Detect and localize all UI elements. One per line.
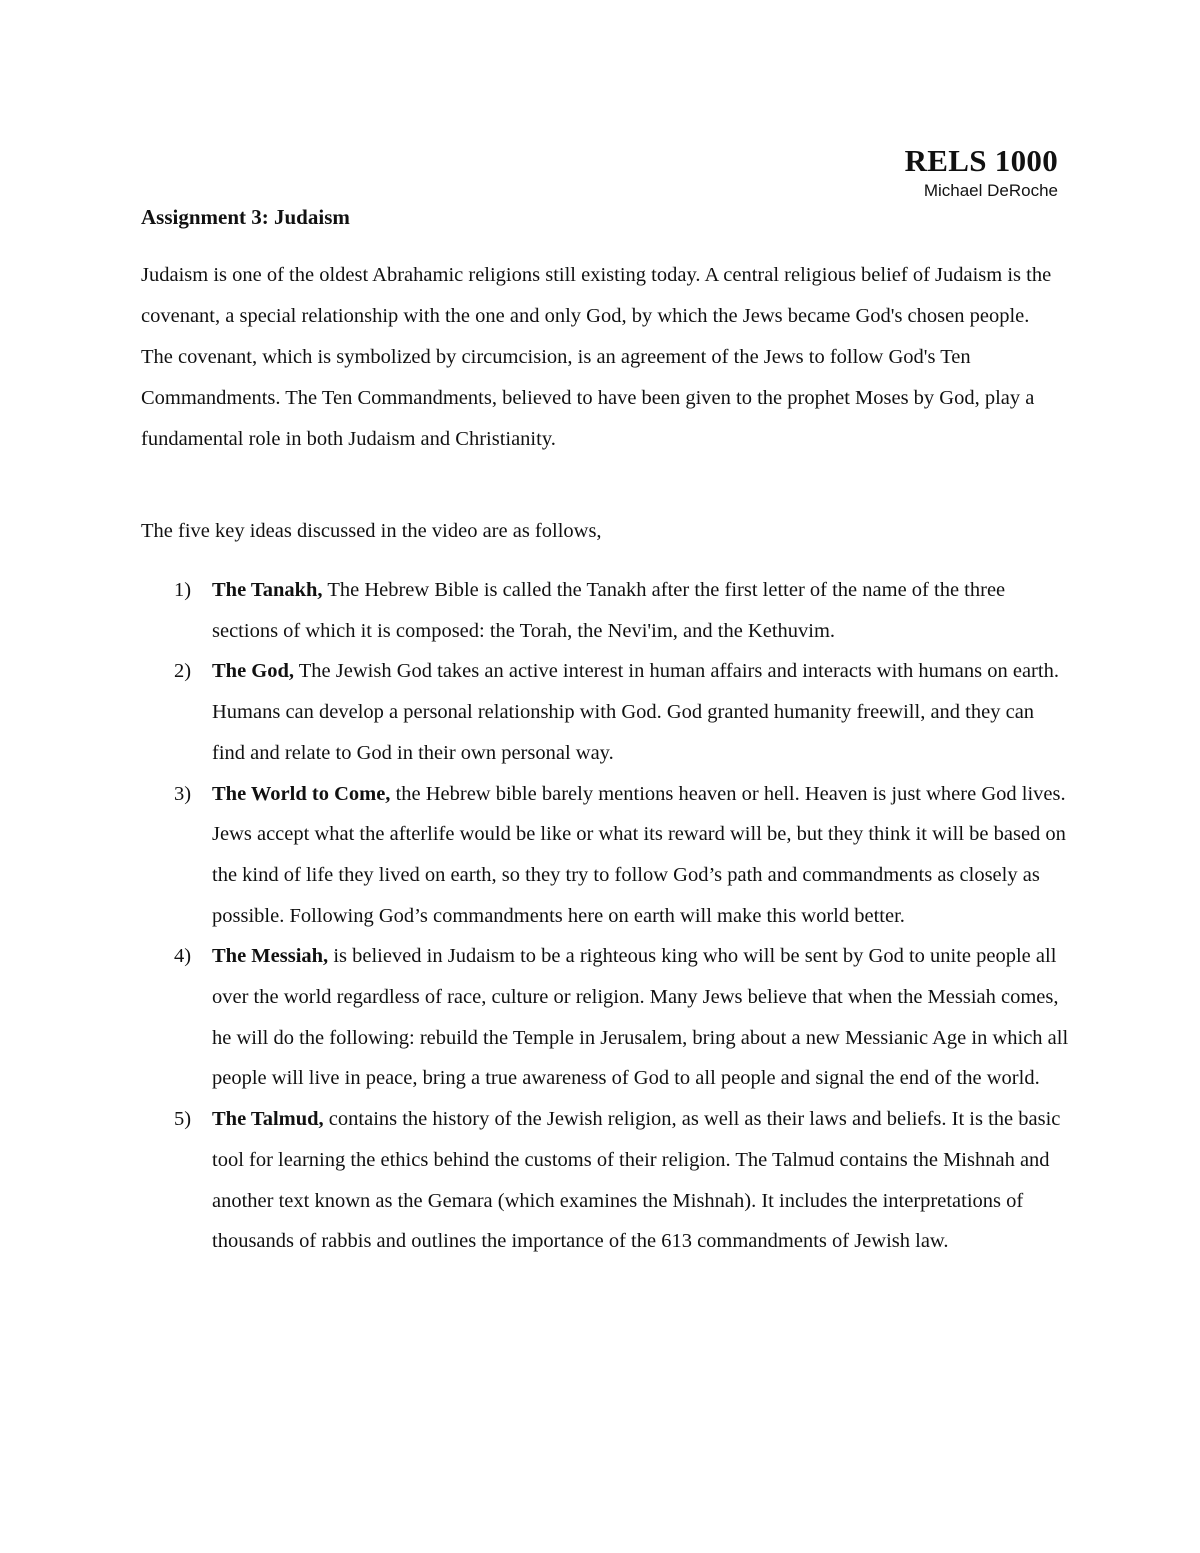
author-name: Michael DeRoche (923, 181, 1058, 200)
list-item-term: The God, (212, 660, 295, 683)
list-item (141, 774, 1071, 937)
list-item-number: 5) (174, 1108, 192, 1131)
list-item-text: The Jewish God takes an active interest in human affairs and interacts with humans on earth. Humans can develop a personal relationship with God. God granted humanity freewill, and they can find and relate to God in their own personal way. (212, 660, 1059, 764)
list-item-text: The Hebrew Bible is called the Tanakh after the first letter of the name of the three sections of which it is composed: the Torah, the Nevi'im, and the Kethuvim. (212, 579, 1006, 642)
list-item-number: 3) (174, 782, 192, 805)
list-item-text: the Hebrew bible barely mentions heaven or hell. Heaven is just where God lives. Jews accept what the afterlife would be like or what its reward will be, but they think it will be based on the kind of life they lived on earth, so they try to follow God’s path and commandments as closely as possible. Following God’s commandments here on earth will make this world better. (212, 782, 1066, 927)
list-item-text: contains the history of the Jewish religion, as well as their laws and beliefs. It is the basic tool for learning the ethics behind the customs of their religion. The Talmud contains the Mishnah and another text known as the Gemara (which examines the Mishnah). It includes the interpretations of thousands of rabbis and outlines the importance of the 613 commandments of Jewish law. (212, 1108, 1061, 1253)
list-item-term: The Talmud, (212, 1108, 324, 1131)
list-item (141, 651, 1071, 773)
list-item (141, 936, 1071, 1099)
list-item (141, 570, 1071, 651)
assignment-title: Assignment 3: Judaism (141, 205, 350, 229)
list-item-text: is believed in Judaism to be a righteous king who will be sent by God to unite people all over the world regardless of race, culture or religion. Many Jews believe that when the Messiah comes, he will do the following: rebuild the Temple in Jerusalem, bring about a new Messianic Age in which all people will live in peace, bring a true awareness of God to all people and signal the end of the world. (212, 945, 1069, 1090)
list-item (141, 1099, 1071, 1262)
document-header (905, 142, 1058, 202)
list-item-term: The World to Come, (212, 782, 391, 805)
list-item-term: The Tanakh, (212, 579, 323, 601)
list-item-number: 4) (174, 945, 192, 968)
course-code: RELS 1000 (904, 143, 1058, 178)
intro-paragraph: Judaism is one of the oldest Abrahamic religions still existing today. A central religious belief of Judaism is the covenant, a special relationship with the one and only God, by which the Jews became God's chosen people. The covenant, which is symbolized by circumcision, is an agreement of the Jews to follow God's Ten Commandments. The Ten Commandments, believed to have been given to the prophet Moses by God, play a fundamental role in both Judaism and Christianity. (141, 264, 1052, 450)
key-ideas-list (141, 570, 1071, 1262)
list-item-term: The Messiah, (212, 945, 329, 968)
list-item-number: 2) (174, 660, 192, 683)
list-lead-in: The five key ideas discussed in the video are as follows, (141, 520, 602, 542)
list-item-number: 1) (174, 579, 192, 601)
